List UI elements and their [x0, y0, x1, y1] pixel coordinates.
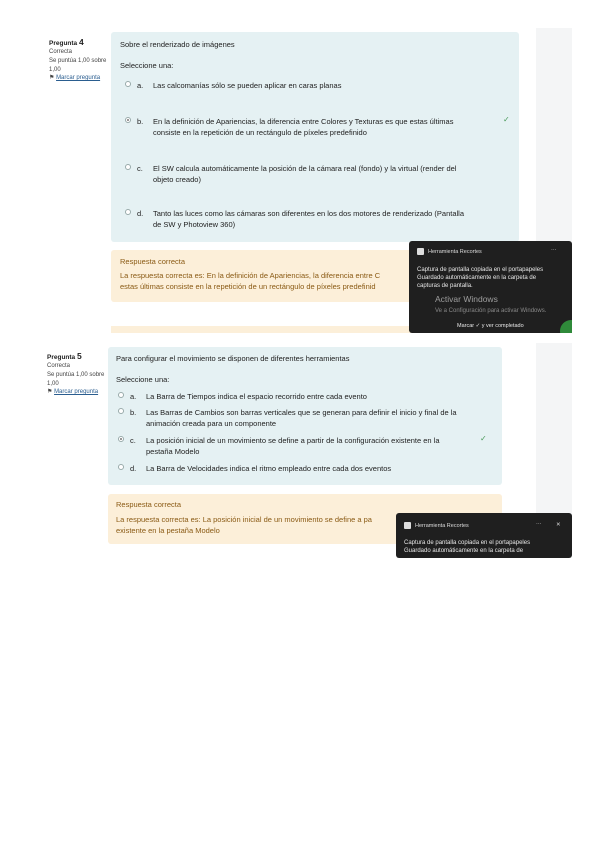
radio-d[interactable]	[125, 209, 131, 215]
feedback-text: La respuesta correcta es: En la definición de Apariencias, la diferencia entre C estas últimas consiste en la repetición de un rectángulo de píxeles predefinid	[120, 271, 381, 292]
option-text: En la definición de Apariencias, la diferencia entre Colores y Texturas es que estas últimas consiste en la repetición de un rectángulo de píxeles predefinido	[153, 117, 454, 138]
question-topic: Sobre el renderizado de imágenes	[120, 40, 235, 49]
question-info	[49, 36, 107, 83]
option-text: Tanto las luces como las cámaras son diferentes en los dos motores de renderizado (Pantalla de SW y Photoview 360)	[153, 209, 464, 230]
question-prompt: Seleccione una:	[116, 375, 170, 384]
option-text: El SW calcula automáticamente la posición de la cámara real (fondo) y la virtual (render del objeto creado)	[153, 164, 457, 185]
question-info	[47, 350, 105, 397]
question-box: Para configurar el movimiento se disponen de diferentes herramientas Seleccione una: a. La Barra de Tiempos indica el espacio recorrido entre cada evento b. Las Barras de Cambios son barras verticales que se generan para definir el inicio y final de la animación creada para un componente c. La posición inicial de un movimiento se define a partir de la configuración existente en la pestaña Modelo ✓ d. La Barra de Velocidades indica el ritmo empleado entre cada dos eventos	[108, 347, 502, 485]
question-prompt: Seleccione una:	[120, 61, 174, 70]
flag-question-link[interactable]: ⚑ Marcar pregunta	[49, 75, 101, 82]
question-status: Correcta	[47, 363, 71, 370]
activate-windows-subtext: Ve a Configuración para activar Windows.	[435, 308, 547, 314]
feedback-title: Respuesta correcta	[120, 257, 186, 266]
correct-check-icon: ✓	[480, 434, 487, 443]
option-text: La Barra de Tiempos indica el espacio recorrido entre cada evento	[146, 392, 367, 401]
snipping-tool-icon	[404, 522, 411, 529]
notification-bottom-text: Marcar ✓ y ver completado	[457, 323, 524, 329]
radio-b[interactable]	[118, 408, 124, 414]
radio-b[interactable]	[125, 117, 131, 123]
question-box: Sobre el renderizado de imágenes Seleccione una: a. Las calcomanías sólo se pueden aplicar en caras planas b. En la definición de Apariencias, la diferencia entre Colores y Texturas es que estas últimas consiste en la repetición de un rectángulo de píxeles predefinido ✓ c. El SW calcula automáticamente la posición de la cámara real (fondo) y la virtual (render del objeto creado) d. Tanto las luces como las cámaras son diferentes en los dos motores de renderizado (Pantalla de SW y Photoview 360)	[111, 32, 519, 242]
question-status: Correcta	[49, 49, 73, 56]
notification-message: Captura de pantalla copiada en el portapapeles Guardado automáticamente en la carpeta de capturas de pantalla.	[417, 267, 544, 290]
option-text: La Barra de Velocidades indica el ritmo empleado entre cada dos eventos	[146, 464, 392, 473]
radio-a[interactable]	[118, 392, 124, 398]
question-score: Se puntúa 1,00 sobre 1,00	[47, 372, 105, 387]
feedback-text: La respuesta correcta es: La posición inicial de un movimiento se define a pa existente en la pestaña Modelo	[116, 515, 372, 536]
snipping-tool-notification[interactable]	[396, 513, 572, 558]
flag-question-link[interactable]: ⚑ Marcar pregunta	[47, 389, 99, 396]
snipping-tool-notification[interactable]	[409, 241, 572, 333]
notification-more-icon[interactable]: ···	[536, 521, 542, 527]
notification-app-name: Herramienta Recortes	[428, 249, 482, 255]
notification-more-icon[interactable]: ···	[551, 247, 557, 253]
notification-message: Captura de pantalla copiada en el portapapeles Guardado automáticamente en la carpeta de	[404, 540, 531, 555]
option-text: La posición inicial de un movimiento se define a partir de la configuración existente en la pestaña Modelo	[146, 436, 440, 457]
flag-icon: ⚑	[47, 389, 53, 396]
option-text: Las Barras de Cambios son barras verticales que se generan para definir el inicio y final de la animación creada para un componente	[146, 408, 457, 429]
radio-c[interactable]	[125, 164, 131, 170]
radio-a[interactable]	[125, 81, 131, 87]
snipping-tool-icon	[417, 248, 424, 255]
question-number: Pregunta 4	[49, 37, 84, 47]
radio-c[interactable]	[118, 436, 124, 442]
feedback-title: Respuesta correcta	[116, 500, 182, 509]
radio-d[interactable]	[118, 464, 124, 470]
option-text: Las calcomanías sólo se pueden aplicar en caras planas	[153, 81, 342, 90]
activate-windows-watermark: Activar Windows	[435, 294, 498, 304]
notification-close-icon[interactable]: ✕	[556, 522, 561, 528]
flag-icon: ⚑	[49, 75, 55, 82]
question-topic: Para configurar el movimiento se disponen de diferentes herramientas	[116, 354, 350, 363]
correct-check-icon: ✓	[503, 115, 510, 124]
question-number: Pregunta 5	[47, 351, 82, 361]
question-score: Se puntúa 1,00 sobre 1,00	[49, 58, 107, 73]
screenshot-question-4	[45, 28, 572, 333]
screenshot-question-5	[45, 343, 572, 558]
notification-app-name: Herramienta Recortes	[415, 523, 469, 529]
